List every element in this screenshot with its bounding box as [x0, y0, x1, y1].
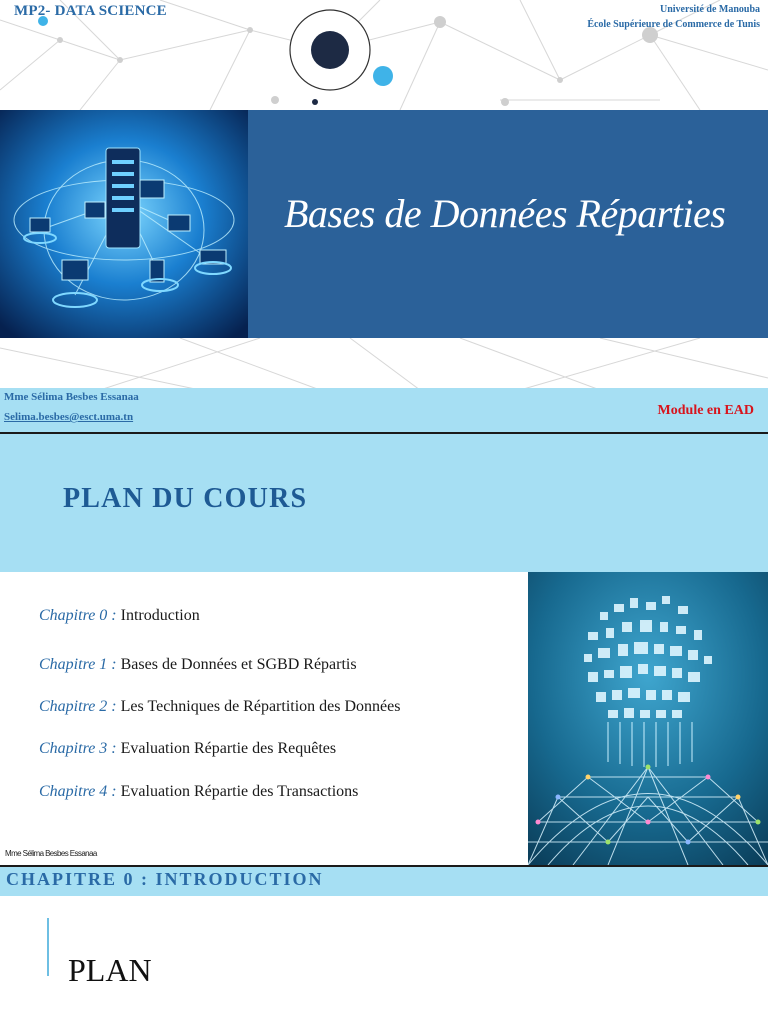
course-label: MP2- DATA SCIENCE — [14, 3, 167, 19]
chapter-header-title: CHAPITRE 0 : INTRODUCTION — [6, 869, 324, 889]
chapter-label: Chapitre 3 : — [39, 740, 117, 757]
author-name: Mme Sélima Besbes Essanaa — [4, 391, 139, 403]
slide-title — [0, 0, 768, 432]
chapter-title: Introduction — [120, 607, 200, 624]
presentation-title: Bases de Données Réparties — [284, 191, 726, 236]
chapter-item[interactable] — [39, 740, 336, 758]
network-background-bottom — [0, 338, 768, 390]
chapter-title: Evaluation Répartie des Transactions — [120, 783, 359, 800]
chapter-label: Chapitre 1 : — [39, 656, 117, 673]
chapter-label: Chapitre 0 : — [39, 607, 117, 624]
chapter-item[interactable] — [39, 783, 358, 801]
chapter-label: Chapitre 2 : — [39, 698, 117, 715]
accent-bar — [47, 918, 49, 976]
school-name: École Supérieure de Commerce de Tunis — [587, 19, 760, 30]
data-globe-image — [528, 572, 768, 865]
plan-heading: PLAN — [68, 952, 152, 988]
chapter-item[interactable] — [39, 607, 200, 625]
slide-footer-author: Mme Sélima Besbes Essanaa — [5, 849, 97, 858]
chapter-title: Les Techniques de Répartition des Données — [120, 698, 401, 715]
chapter-item[interactable] — [39, 656, 357, 674]
chapter-title: Bases de Données et SGBD Répartis — [120, 656, 357, 673]
chapter-item[interactable] — [39, 698, 400, 716]
network-servers-image — [0, 110, 248, 338]
module-label: Module en EAD — [657, 403, 754, 418]
chapter-title: Evaluation Répartie des Requêtes — [120, 740, 337, 757]
author-email-link[interactable]: Selima.besbes@esct.uma.tn — [4, 411, 134, 423]
university-name: Université de Manouba — [660, 4, 760, 15]
chapter-label: Chapitre 4 : — [39, 783, 117, 800]
university-block — [587, 2, 760, 32]
plan-title: PLAN DU COURS — [63, 483, 308, 514]
